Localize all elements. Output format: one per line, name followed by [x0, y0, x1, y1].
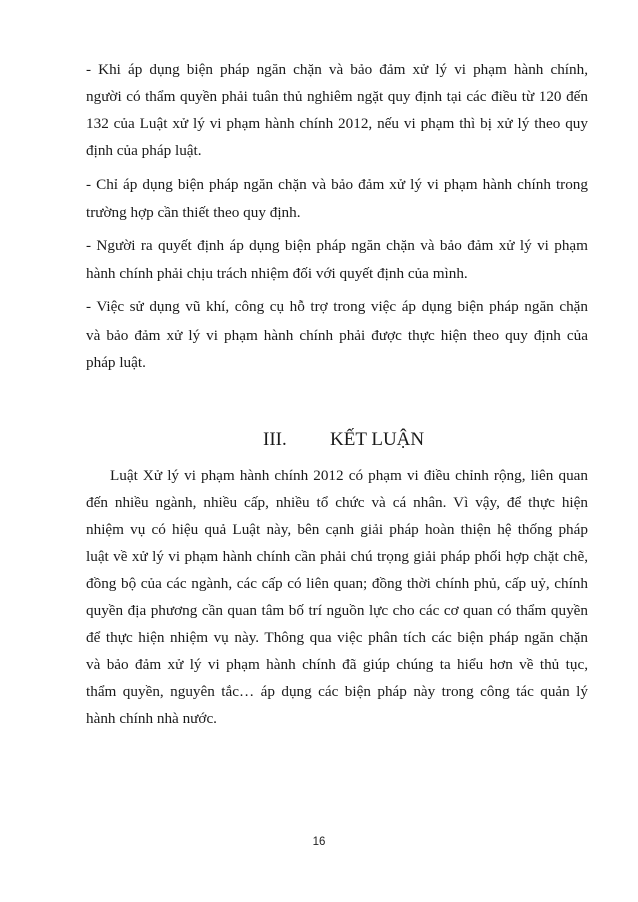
text-line: quyền địa phương cần quan tâm bố trí nguồn lực cho các cơ quan có thẩm quyền — [86, 602, 588, 619]
text-line: thẩm quyền, nguyên tắc… áp dụng các biện pháp này trong công tác quản lý — [86, 683, 588, 700]
text-line: để thực hiện nhiệm vụ này. Thông qua việc phân tích các biện pháp ngăn chặn — [86, 629, 588, 646]
text-line: và bảo đảm xử lý vi phạm hành chính phải được thực hiện theo quy định của — [86, 327, 588, 344]
text-line: - Chỉ áp dụng biện pháp ngăn chặn và bảo đảm xử lý vi phạm hành chính trong — [86, 176, 588, 193]
text-line: hành chính phải chịu trách nhiệm đối với quyết định của mình. — [86, 265, 468, 282]
text-line: đến nhiều ngành, nhiều cấp, nhiều tổ chức và cá nhân. Vì vậy, để thực hiện — [86, 494, 588, 511]
page-number: 16 — [312, 836, 326, 848]
text-line: luật về xử lý vi phạm hành chính cần phải chú trọng giải pháp phối hợp chặt chẽ, — [86, 548, 588, 565]
text-line: nhiệm vụ có hiệu quả Luật này, bên cạnh giải pháp hoàn thiện hệ thống pháp — [86, 521, 588, 538]
text-line: Luật Xử lý vi phạm hành chính 2012 có phạm vi điều chỉnh rộng, liên quan — [110, 467, 588, 484]
text-line: 132 của Luật xử lý vi phạm hành chính 2012, nếu vi phạm thì bị xử lý theo quy — [86, 115, 588, 132]
text-line: pháp luật. — [86, 354, 146, 371]
text-line: định của pháp luật. — [86, 142, 202, 159]
text-line: và bảo đảm xử lý vi phạm hành chính đã giúp chúng ta hiểu hơn về thủ tục, — [86, 656, 588, 673]
section-title: KẾT LUẬN — [330, 429, 425, 450]
text-line: - Người ra quyết định áp dụng biện pháp ngăn chặn và bảo đảm xử lý vi phạm — [86, 237, 588, 254]
text-line: đồng bộ của các ngành, các cấp có liên quan; đồng thời chính phủ, cấp uỷ, chính — [86, 575, 588, 592]
text-line: - Việc sử dụng vũ khí, công cụ hỗ trợ trong việc áp dụng biện pháp ngăn chặn — [86, 298, 588, 315]
text-line: hành chính nhà nước. — [86, 710, 217, 727]
text-line: người có thẩm quyền phải tuân thủ nghiêm ngặt quy định tại các điều từ 120 đến — [86, 88, 588, 105]
section-number: III. — [263, 429, 287, 450]
text-line: trường hợp cần thiết theo quy định. — [86, 204, 301, 221]
section-heading — [0, 425, 638, 455]
text-line: - Khi áp dụng biện pháp ngăn chặn và bảo đảm xử lý vi phạm hành chính, — [86, 61, 588, 78]
